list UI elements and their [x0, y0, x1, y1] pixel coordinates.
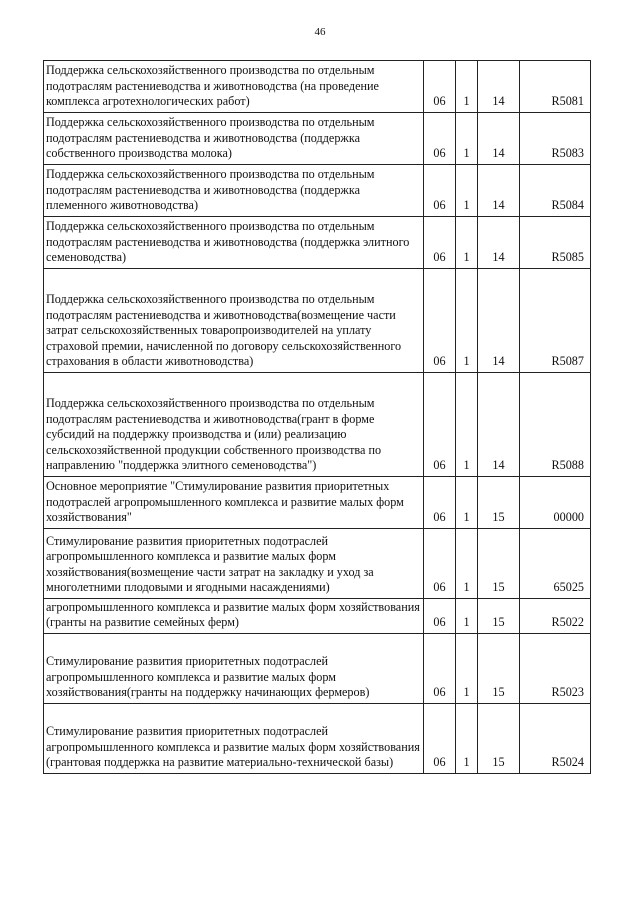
row-name-cell: Основное мероприятие "Стимулирование развития приоритетных подотраслей агропромышленного комплекса и развитие малых форм хозяйствования": [44, 477, 424, 529]
row-code-cell: R5088: [520, 373, 591, 477]
row-subsection-cell: 1: [456, 704, 478, 774]
row-item-cell: 14: [478, 373, 520, 477]
row-item-cell: 14: [478, 269, 520, 373]
row-section-cell: 06: [424, 634, 456, 704]
row-code-cell: R5087: [520, 269, 591, 373]
row-name-cell: Поддержка сельскохозяйственного производства по отдельным подотраслям растениеводства и животноводства (поддержка племенного животноводства): [44, 165, 424, 217]
row-subsection-cell: 1: [456, 529, 478, 599]
row-item-cell: 14: [478, 165, 520, 217]
table-row: [44, 269, 591, 373]
row-subsection-cell: 1: [456, 373, 478, 477]
row-code-cell: 00000: [520, 477, 591, 529]
table-row: [44, 529, 591, 599]
row-subsection-cell: 1: [456, 599, 478, 634]
row-section-cell: 06: [424, 165, 456, 217]
row-section-cell: 06: [424, 61, 456, 113]
table-row: [44, 113, 591, 165]
row-item-cell: 15: [478, 634, 520, 704]
table-row: [44, 704, 591, 774]
row-subsection-cell: 1: [456, 477, 478, 529]
row-code-cell: 65025: [520, 529, 591, 599]
row-subsection-cell: 1: [456, 113, 478, 165]
table-row: [44, 165, 591, 217]
row-subsection-cell: 1: [456, 634, 478, 704]
row-section-cell: 06: [424, 269, 456, 373]
table-row: [44, 599, 591, 634]
row-subsection-cell: 1: [456, 217, 478, 269]
row-code-cell: R5083: [520, 113, 591, 165]
row-code-cell: R5022: [520, 599, 591, 634]
row-code-cell: R5023: [520, 634, 591, 704]
row-section-cell: 06: [424, 113, 456, 165]
table-row: [44, 373, 591, 477]
row-item-cell: 15: [478, 599, 520, 634]
row-section-cell: 06: [424, 529, 456, 599]
row-item-cell: 14: [478, 113, 520, 165]
row-name-cell: Стимулирование развития приоритетных подотраслей агропромышленного комплекса и развитие малых форм хозяйствования(гранты на поддержку начинающих фермеров): [44, 634, 424, 704]
table-row: [44, 217, 591, 269]
row-name-cell: Поддержка сельскохозяйственного производства по отдельным подотраслям растениеводства и животноводства (на проведение комплекса агротехнологических работ): [44, 61, 424, 113]
row-name-cell: агропромышленного комплекса и развитие малых форм хозяйствования (гранты на развитие семейных ферм): [44, 599, 424, 634]
row-section-cell: 06: [424, 477, 456, 529]
table-row: [44, 634, 591, 704]
row-code-cell: R5084: [520, 165, 591, 217]
row-section-cell: 06: [424, 373, 456, 477]
row-name-cell: Поддержка сельскохозяйственного производства по отдельным подотраслям растениеводства и животноводства (поддержка элитного семеноводства): [44, 217, 424, 269]
table-row: [44, 477, 591, 529]
row-subsection-cell: 1: [456, 61, 478, 113]
row-name-cell: Стимулирование развития приоритетных подотраслей агропромышленного комплекса и развитие малых форм хозяйствования(возмещение части затрат на закладку и уход за многолетними плодовыми и ягодными насаждениями): [44, 529, 424, 599]
row-item-cell: 14: [478, 61, 520, 113]
row-item-cell: 15: [478, 477, 520, 529]
row-name-cell: Стимулирование развития приоритетных подотраслей агропромышленного комплекса и развитие малых форм хозяйствования (грантовая поддержка на развитие материально-технической базы): [44, 704, 424, 774]
row-code-cell: R5081: [520, 61, 591, 113]
row-item-cell: 15: [478, 704, 520, 774]
row-section-cell: 06: [424, 704, 456, 774]
row-subsection-cell: 1: [456, 269, 478, 373]
row-item-cell: 15: [478, 529, 520, 599]
row-name-cell: Поддержка сельскохозяйственного производства по отдельным подотраслям растениеводства и животноводства(грант в форме субсидий на поддержку производства и (или) реализацию сельскохозяйственной продукции собственного производства по направлению "поддержка элитного семеноводства"): [44, 373, 424, 477]
row-item-cell: 14: [478, 217, 520, 269]
row-name-cell: Поддержка сельскохозяйственного производства по отдельным подотраслям растениеводства и животноводства (поддержка собственного производства молока): [44, 113, 424, 165]
table-row: [44, 61, 591, 113]
row-section-cell: 06: [424, 599, 456, 634]
row-name-cell: Поддержка сельскохозяйственного производства по отдельным подотраслям растениеводства и животноводства(возмещение части затрат сельскохозяйственных товаропроизводителей на уплату страховой премии, начисленной по договору сельскохозяйственного страхования в области животноводства): [44, 269, 424, 373]
row-code-cell: R5024: [520, 704, 591, 774]
row-section-cell: 06: [424, 217, 456, 269]
budget-classification-table: [43, 60, 591, 774]
row-code-cell: R5085: [520, 217, 591, 269]
row-subsection-cell: 1: [456, 165, 478, 217]
page-number: 46: [314, 26, 326, 38]
